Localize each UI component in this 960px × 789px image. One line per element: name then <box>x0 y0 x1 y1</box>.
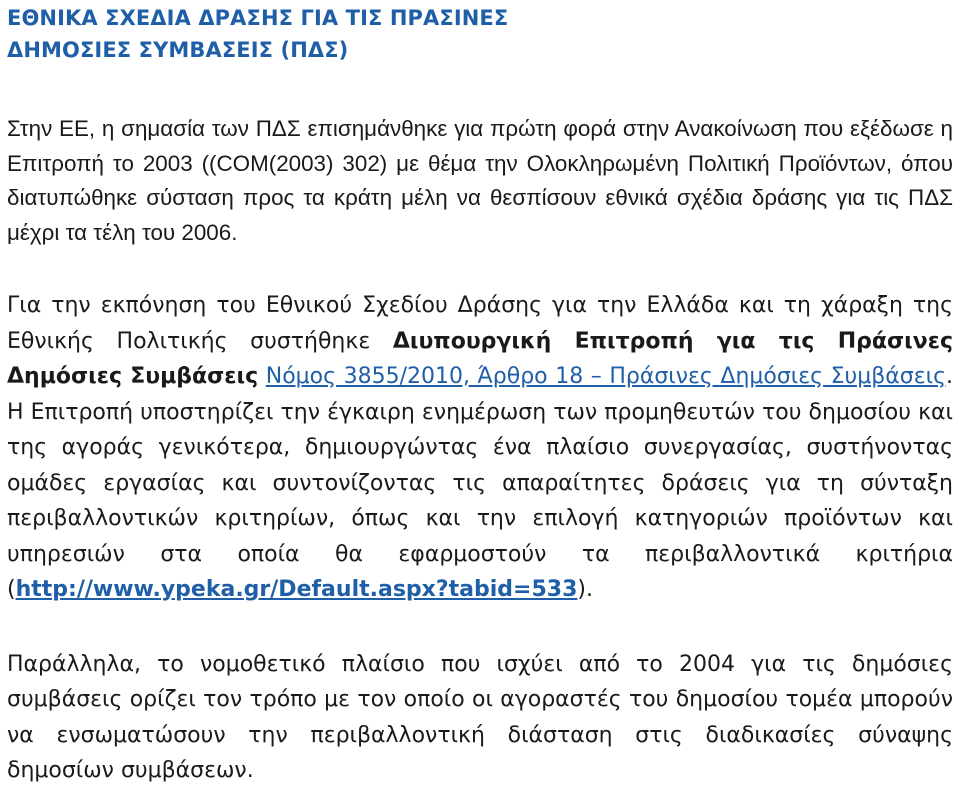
paragraph-committee-intro: Για την εκπόνηση του Εθνικού Σχεδίου Δράσης για την Ελλάδα και τη χάραξη της Εθνικής Πολιτικής συστήθηκε <box>7 293 953 354</box>
title-line-1: ΕΘΝΙΚΑ ΣΧΕΔΙΑ ΔΡΑΣΗΣ ΓΙΑ ΤΙΣ ΠΡΑΣΙΝΕΣ <box>7 6 509 30</box>
paragraph-legal-framework: Παράλληλα, το νομοθετικό πλαίσιο που ισχύει από το 2004 για τις δημόσιες συμβάσεις ορίζει τον τρόπο με τον οποίο οι αγοραστές του δημοσίου τομέα μπορούν να ενσωματώσουν την περιβαλλοντική διάσταση στις διαδικασίες σύναψης δημοσίων συμβάσεων. <box>7 651 953 783</box>
committee-name: Διυπουργική Επιτροπή για τις Πράσινες Δημόσιες Συμβάσεις <box>7 328 953 389</box>
title-line-2: ΔΗΜΟΣΙΕΣ ΣΥΜΒΑΣΕΙΣ (ΠΔΣ) <box>7 38 349 62</box>
law-reference-link[interactable]: Νόμος 3855/2010, Άρθρο 18 – Πράσινες Δημόσιες Συμβάσεις <box>265 364 946 389</box>
document-title <box>7 2 953 66</box>
paragraph-committee <box>7 288 953 608</box>
paragraph-eu-background: Στην ΕΕ, η σημασία των ΠΔΣ επισημάνθηκε για πρώτη φορά στην Ανακοίνωση που εξέδωσε η Επιτροπή το 2003 ((COM(2003) 302) με θέμα την Ολοκληρωμένη Πολιτική Προϊόντων, όπου διατυπώθηκε σύσταση προς τα κράτη μέλη να θεσπίσουν εθνικά σχέδια δράσης για τις ΠΔΣ μέχρι τα τέλη του 2006. <box>7 116 953 245</box>
paragraph-committee-body: . Η Επιτροπή υποστηρίζει την έγκαιρη ενημέρωση των προμηθευτών του δημοσίου και της αγοράς γενικότερα, δημιουργώντας ένα πλαίσιο συνεργασίας, συστήνοντας ομάδες εργασίας και συντονίζοντας τις απαραίτητες δράσεις για τη σύνταξη περιβαλλοντικών κριτηρίων, όπως και την επιλογή κατηγοριών προϊόντων και υπηρεσιών στα οποία θα εφαρμοστούν τα περιβαλλοντικά κριτήρια ( <box>7 364 953 602</box>
ypeka-url-link[interactable]: http://www.ypeka.gr/Default.aspx?tabid=533 <box>15 577 578 602</box>
paragraph-committee-end: ). <box>577 577 593 602</box>
space <box>258 364 266 389</box>
